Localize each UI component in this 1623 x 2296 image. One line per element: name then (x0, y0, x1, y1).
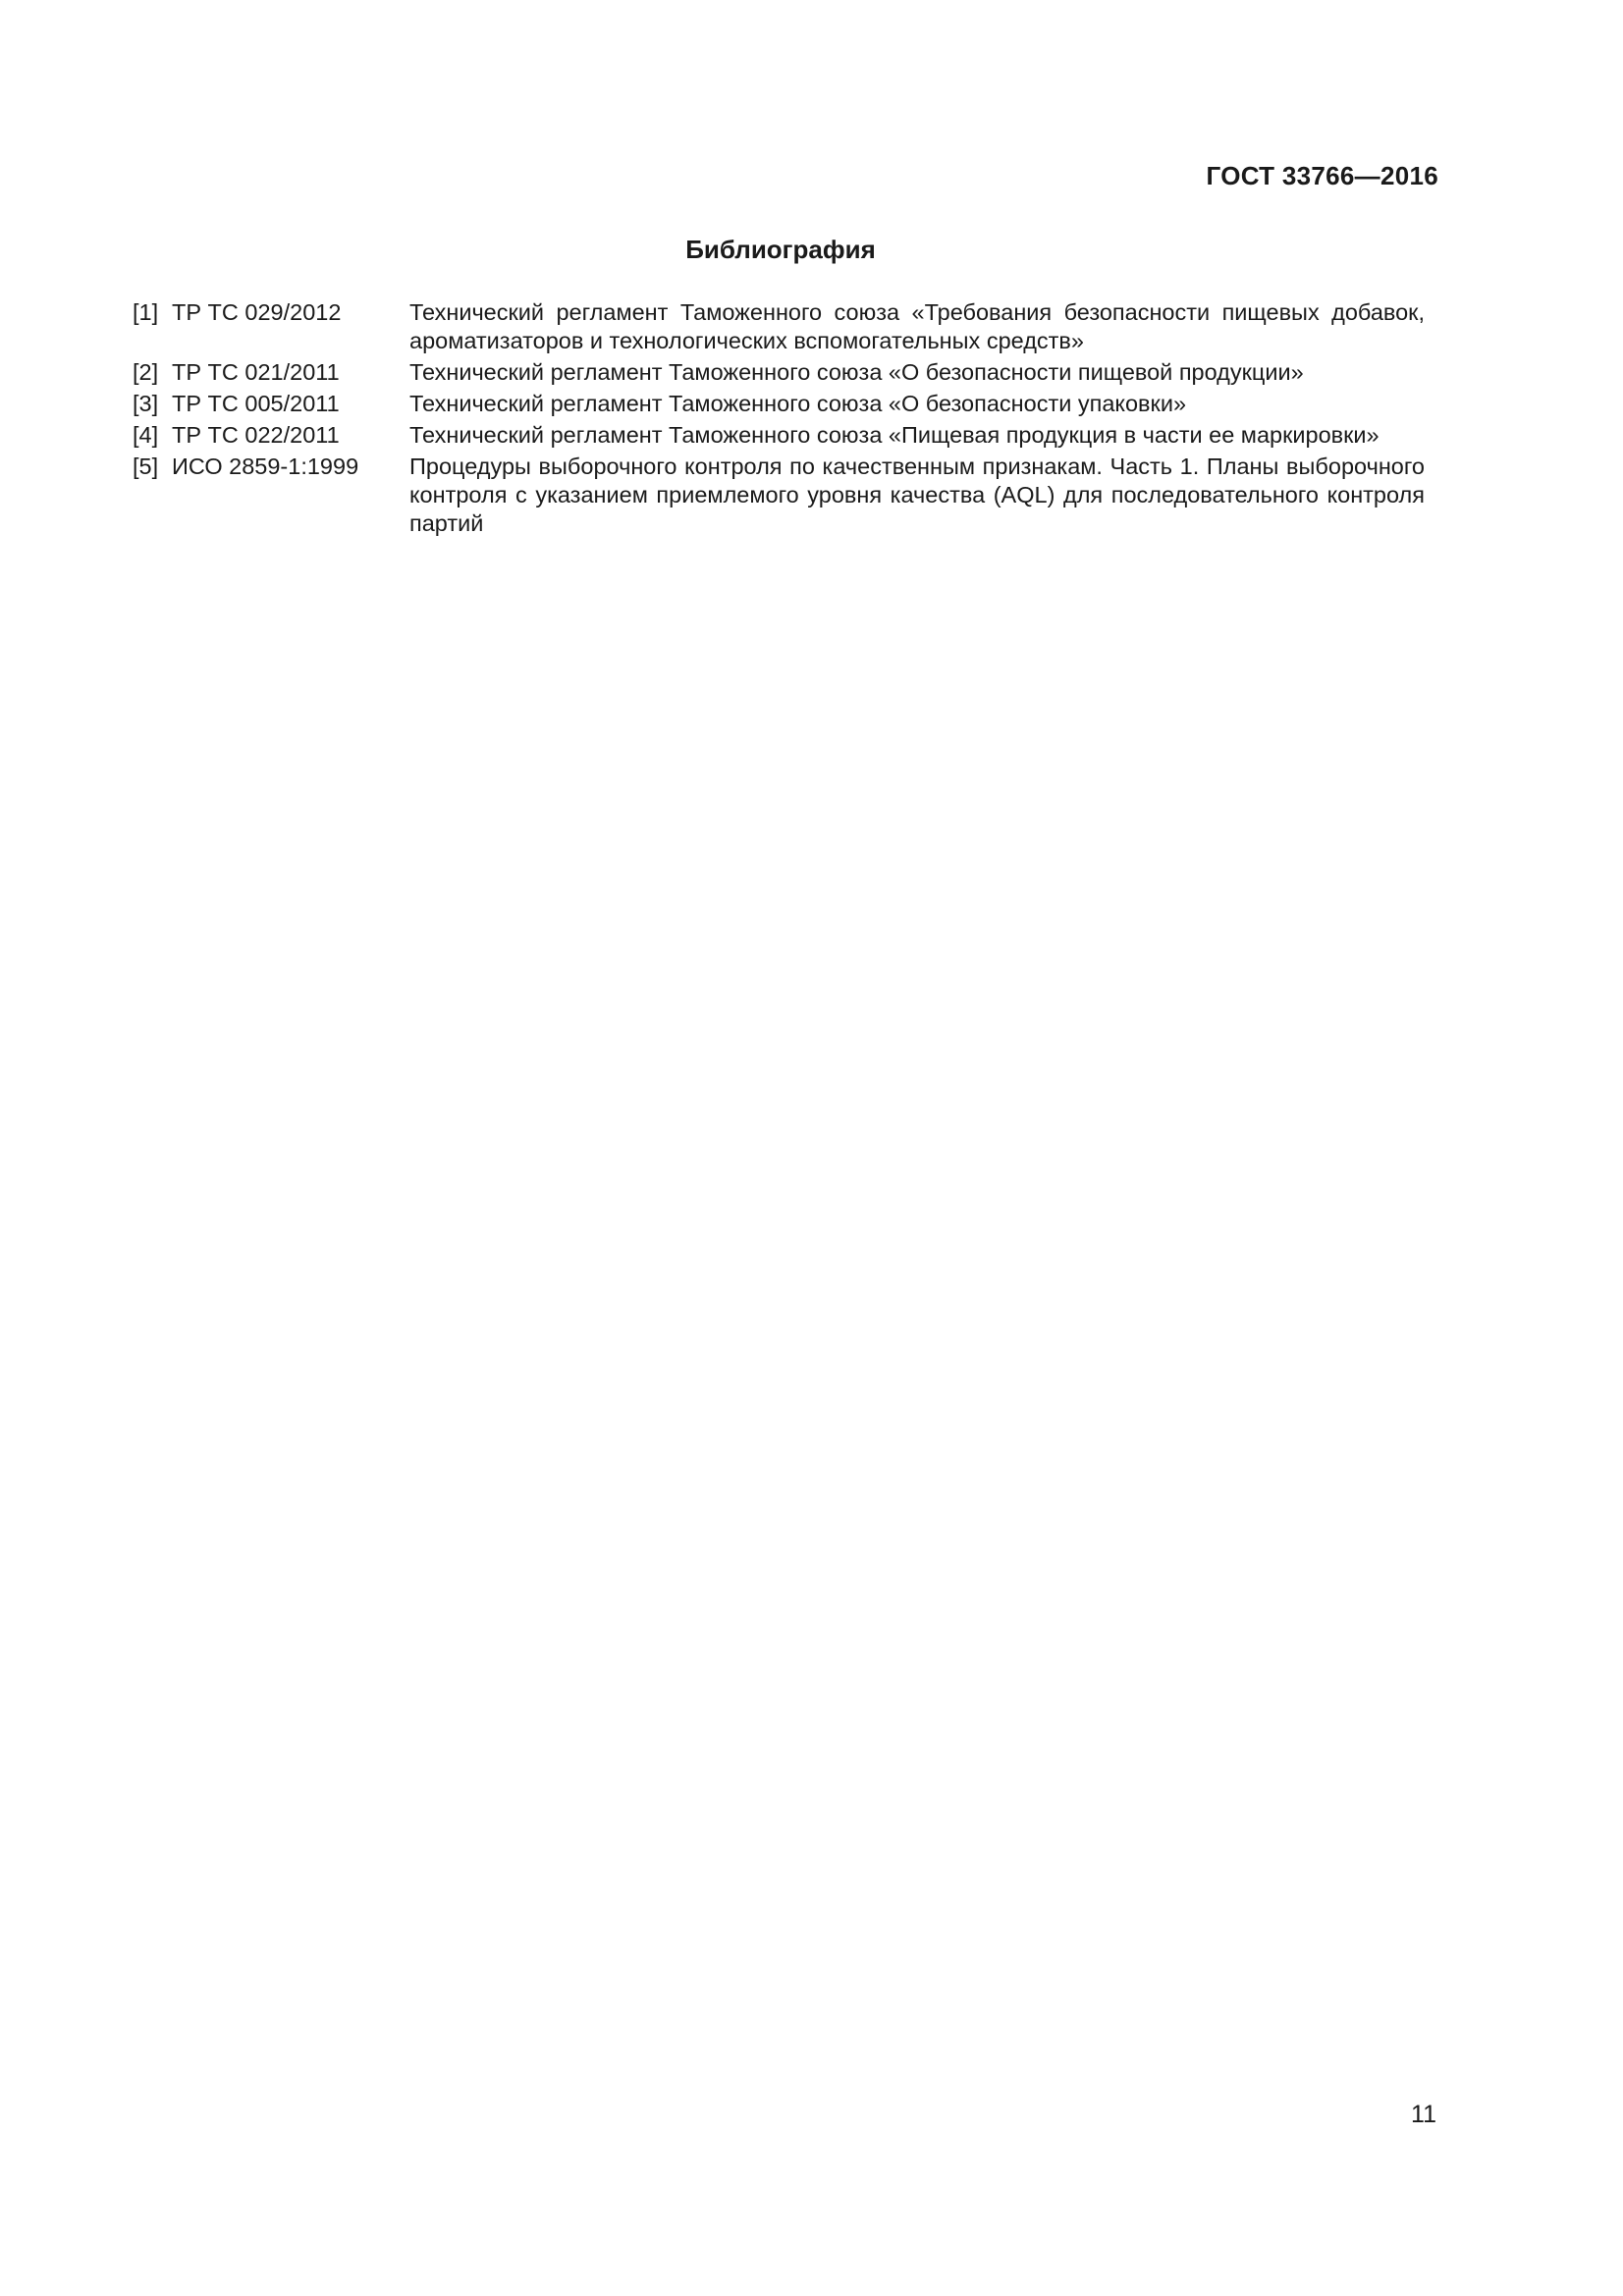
entry-number: [3] (133, 391, 159, 416)
entry-number: [2] (133, 359, 159, 385)
section-title: Библиография (685, 235, 876, 264)
entry-reference: ТР ТС 022/2011 (172, 422, 340, 448)
document-code: ГОСТ 33766—2016 (1206, 161, 1438, 190)
bibliography-entry (133, 298, 1429, 355)
entry-reference: ТР ТС 029/2012 (172, 299, 342, 325)
entry-title: Технический регламент Таможенного союза «Требования безопасности пищевых добавок, ароматизаторов и технологических вспомогательных средств» (409, 299, 1425, 353)
entry-title: Процедуры выборочного контроля по качественным признакам. Часть 1. Планы выборочного контроля с указанием приемлемого уровня качества (AQL) для последовательного контроля партий (409, 454, 1425, 536)
entry-number: [5] (133, 454, 159, 479)
entry-title: Технический регламент Таможенного союза «О безопасности упаковки» (409, 391, 1187, 416)
entry-reference: ИСО 2859-1:1999 (172, 454, 359, 479)
entry-title: Технический регламент Таможенного союза «О безопасности пищевой продукции» (409, 359, 1304, 385)
entry-reference: ТР ТС 005/2011 (172, 391, 340, 416)
bibliography-entry (133, 358, 1429, 387)
page-number: 11 (1411, 2101, 1436, 2128)
entry-title: Технический регламент Таможенного союза «Пищевая продукция в части ее маркировки» (409, 422, 1380, 448)
entry-number: [1] (133, 299, 159, 325)
entry-number: [4] (133, 422, 159, 448)
bibliography-entry (133, 390, 1429, 418)
entry-reference: ТР ТС 021/2011 (172, 359, 340, 385)
bibliography-list (133, 298, 1429, 541)
bibliography-entry (133, 421, 1429, 450)
bibliography-entry (133, 453, 1429, 538)
